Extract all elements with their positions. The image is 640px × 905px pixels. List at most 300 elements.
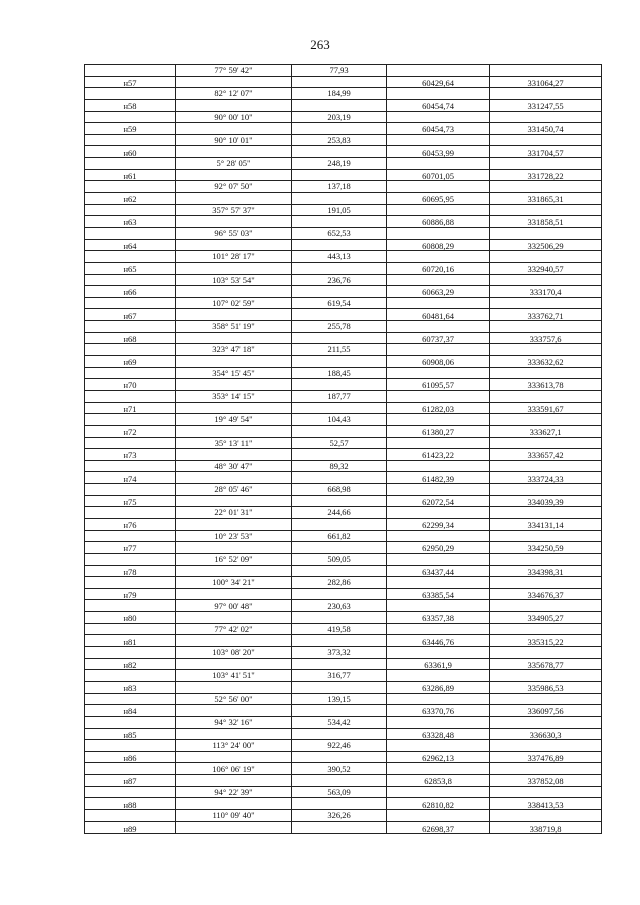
distance-cell: 316,77 bbox=[292, 670, 387, 682]
empty-cell bbox=[387, 344, 490, 356]
empty-cell bbox=[490, 577, 602, 589]
point-cell: н89 bbox=[85, 821, 176, 833]
distance-cell: 668,98 bbox=[292, 484, 387, 496]
point-cell: н62 bbox=[85, 193, 176, 205]
point-cell: н63 bbox=[85, 216, 176, 228]
distance-cell: 77,93 bbox=[292, 65, 387, 77]
empty-cell bbox=[387, 740, 490, 752]
table-row-segment bbox=[85, 600, 602, 612]
y-coordinate-cell: 332506,29 bbox=[490, 239, 602, 251]
distance-cell: 661,82 bbox=[292, 530, 387, 542]
empty-cell bbox=[387, 600, 490, 612]
angle-cell: 77° 42' 02" bbox=[176, 623, 292, 635]
empty-cell bbox=[292, 402, 387, 414]
empty-cell bbox=[292, 99, 387, 111]
empty-cell bbox=[490, 553, 602, 565]
y-coordinate-cell: 331858,51 bbox=[490, 216, 602, 228]
table-row-point bbox=[85, 76, 602, 88]
table-row-segment bbox=[85, 134, 602, 146]
empty-cell bbox=[387, 390, 490, 402]
x-coordinate-cell: 60908,06 bbox=[387, 356, 490, 368]
y-coordinate-cell: 337852,08 bbox=[490, 775, 602, 787]
empty-cell bbox=[292, 798, 387, 810]
table-row-point bbox=[85, 658, 602, 670]
angle-cell: 94° 22' 39" bbox=[176, 786, 292, 798]
distance-cell: 509,05 bbox=[292, 553, 387, 565]
coordinates-table-body bbox=[85, 65, 602, 834]
x-coordinate-cell: 63361,9 bbox=[387, 658, 490, 670]
x-coordinate-cell: 60429,64 bbox=[387, 76, 490, 88]
empty-cell bbox=[85, 274, 176, 286]
distance-cell: 52,57 bbox=[292, 437, 387, 449]
empty-cell bbox=[85, 740, 176, 752]
table-row-segment bbox=[85, 577, 602, 589]
x-coordinate-cell: 63446,76 bbox=[387, 635, 490, 647]
distance-cell: 137,18 bbox=[292, 181, 387, 193]
empty-cell bbox=[387, 670, 490, 682]
table-row-point bbox=[85, 705, 602, 717]
empty-cell bbox=[85, 553, 176, 565]
table-row-point bbox=[85, 542, 602, 554]
empty-cell bbox=[490, 414, 602, 426]
empty-cell bbox=[490, 786, 602, 798]
point-cell: н65 bbox=[85, 262, 176, 274]
empty-cell bbox=[490, 158, 602, 170]
empty-cell bbox=[292, 146, 387, 158]
empty-cell bbox=[490, 65, 602, 77]
angle-cell: 106° 06' 19" bbox=[176, 763, 292, 775]
empty-cell bbox=[387, 111, 490, 123]
distance-cell: 104,43 bbox=[292, 414, 387, 426]
angle-cell: 77° 59' 42" bbox=[176, 65, 292, 77]
table-row-point bbox=[85, 518, 602, 530]
empty-cell bbox=[490, 367, 602, 379]
empty-cell bbox=[292, 681, 387, 693]
angle-cell: 28° 05' 46" bbox=[176, 484, 292, 496]
table-row-segment bbox=[85, 227, 602, 239]
empty-cell bbox=[292, 123, 387, 135]
table-row-point bbox=[85, 169, 602, 181]
empty-cell bbox=[176, 216, 292, 228]
y-coordinate-cell: 335986,53 bbox=[490, 681, 602, 693]
table-row-segment bbox=[85, 321, 602, 333]
empty-cell bbox=[292, 658, 387, 670]
angle-cell: 5° 28' 05" bbox=[176, 158, 292, 170]
distance-cell: 255,78 bbox=[292, 321, 387, 333]
empty-cell bbox=[292, 379, 387, 391]
y-coordinate-cell: 334905,27 bbox=[490, 612, 602, 624]
point-cell: н88 bbox=[85, 798, 176, 810]
distance-cell: 244,66 bbox=[292, 507, 387, 519]
table-row-segment bbox=[85, 647, 602, 659]
x-coordinate-cell: 60663,29 bbox=[387, 286, 490, 298]
table-row-point bbox=[85, 472, 602, 484]
table-row-segment bbox=[85, 158, 602, 170]
y-coordinate-cell: 333613,78 bbox=[490, 379, 602, 391]
angle-cell: 90° 10' 01" bbox=[176, 134, 292, 146]
distance-cell: 563,09 bbox=[292, 786, 387, 798]
table-row-segment bbox=[85, 88, 602, 100]
y-coordinate-cell: 333762,71 bbox=[490, 309, 602, 321]
angle-cell: 52° 56' 00" bbox=[176, 693, 292, 705]
y-coordinate-cell: 331247,55 bbox=[490, 99, 602, 111]
y-coordinate-cell: 331865,31 bbox=[490, 193, 602, 205]
empty-cell bbox=[85, 786, 176, 798]
empty-cell bbox=[85, 623, 176, 635]
empty-cell bbox=[176, 146, 292, 158]
empty-cell bbox=[490, 344, 602, 356]
empty-cell bbox=[292, 775, 387, 787]
empty-cell bbox=[85, 134, 176, 146]
angle-cell: 358° 51' 19" bbox=[176, 321, 292, 333]
angle-cell: 353° 14' 15" bbox=[176, 390, 292, 402]
table-row-point bbox=[85, 309, 602, 321]
empty-cell bbox=[490, 670, 602, 682]
empty-cell bbox=[387, 251, 490, 263]
x-coordinate-cell: 60701,05 bbox=[387, 169, 490, 181]
empty-cell bbox=[387, 227, 490, 239]
table-row-point bbox=[85, 286, 602, 298]
x-coordinate-cell: 60737,37 bbox=[387, 332, 490, 344]
empty-cell bbox=[292, 821, 387, 833]
empty-cell bbox=[85, 321, 176, 333]
empty-cell bbox=[292, 472, 387, 484]
point-cell: н74 bbox=[85, 472, 176, 484]
distance-cell: 248,19 bbox=[292, 158, 387, 170]
empty-cell bbox=[176, 681, 292, 693]
point-cell: н77 bbox=[85, 542, 176, 554]
empty-cell bbox=[85, 88, 176, 100]
y-coordinate-cell: 331728,22 bbox=[490, 169, 602, 181]
empty-cell bbox=[176, 495, 292, 507]
table-row-segment bbox=[85, 65, 602, 77]
table-row-segment bbox=[85, 553, 602, 565]
table-row-segment bbox=[85, 460, 602, 472]
empty-cell bbox=[490, 740, 602, 752]
empty-cell bbox=[387, 274, 490, 286]
empty-cell bbox=[292, 216, 387, 228]
x-coordinate-cell: 62810,82 bbox=[387, 798, 490, 810]
empty-cell bbox=[85, 507, 176, 519]
x-coordinate-cell: 63370,76 bbox=[387, 705, 490, 717]
empty-cell bbox=[85, 65, 176, 77]
x-coordinate-cell: 63357,38 bbox=[387, 612, 490, 624]
y-coordinate-cell: 334398,31 bbox=[490, 565, 602, 577]
distance-cell: 373,32 bbox=[292, 647, 387, 659]
table-row-point bbox=[85, 612, 602, 624]
table-row-segment bbox=[85, 390, 602, 402]
empty-cell bbox=[85, 484, 176, 496]
empty-cell bbox=[387, 553, 490, 565]
empty-cell bbox=[85, 763, 176, 775]
empty-cell bbox=[176, 705, 292, 717]
empty-cell bbox=[490, 647, 602, 659]
angle-cell: 90° 00' 10" bbox=[176, 111, 292, 123]
empty-cell bbox=[387, 577, 490, 589]
empty-cell bbox=[85, 530, 176, 542]
y-coordinate-cell: 338719,8 bbox=[490, 821, 602, 833]
angle-cell: 100° 34' 21" bbox=[176, 577, 292, 589]
distance-cell: 89,32 bbox=[292, 460, 387, 472]
y-coordinate-cell: 332940,57 bbox=[490, 262, 602, 274]
table-row-segment bbox=[85, 740, 602, 752]
point-cell: н81 bbox=[85, 635, 176, 647]
empty-cell bbox=[85, 810, 176, 822]
empty-cell bbox=[490, 507, 602, 519]
empty-cell bbox=[85, 204, 176, 216]
table-row-point bbox=[85, 728, 602, 740]
empty-cell bbox=[490, 181, 602, 193]
empty-cell bbox=[490, 716, 602, 728]
empty-cell bbox=[292, 495, 387, 507]
empty-cell bbox=[85, 344, 176, 356]
x-coordinate-cell: 60454,74 bbox=[387, 99, 490, 111]
table-row-point bbox=[85, 449, 602, 461]
empty-cell bbox=[387, 810, 490, 822]
point-cell: н79 bbox=[85, 588, 176, 600]
table-row-segment bbox=[85, 181, 602, 193]
table-row-point bbox=[85, 262, 602, 274]
distance-cell: 188,45 bbox=[292, 367, 387, 379]
distance-cell: 326,26 bbox=[292, 810, 387, 822]
angle-cell: 19° 49' 54" bbox=[176, 414, 292, 426]
empty-cell bbox=[490, 88, 602, 100]
y-coordinate-cell: 334039,39 bbox=[490, 495, 602, 507]
distance-cell: 139,15 bbox=[292, 693, 387, 705]
empty-cell bbox=[292, 449, 387, 461]
angle-cell: 103° 53' 54" bbox=[176, 274, 292, 286]
point-cell: н58 bbox=[85, 99, 176, 111]
empty-cell bbox=[85, 390, 176, 402]
table-row-segment bbox=[85, 693, 602, 705]
empty-cell bbox=[292, 705, 387, 717]
distance-cell: 390,52 bbox=[292, 763, 387, 775]
empty-cell bbox=[176, 309, 292, 321]
empty-cell bbox=[176, 635, 292, 647]
empty-cell bbox=[176, 565, 292, 577]
empty-cell bbox=[292, 356, 387, 368]
x-coordinate-cell: 61482,39 bbox=[387, 472, 490, 484]
empty-cell bbox=[292, 262, 387, 274]
empty-cell bbox=[387, 763, 490, 775]
point-cell: н73 bbox=[85, 449, 176, 461]
empty-cell bbox=[176, 798, 292, 810]
x-coordinate-cell: 63385,54 bbox=[387, 588, 490, 600]
point-cell: н68 bbox=[85, 332, 176, 344]
empty-cell bbox=[176, 518, 292, 530]
empty-cell bbox=[292, 169, 387, 181]
table-row-segment bbox=[85, 484, 602, 496]
empty-cell bbox=[176, 402, 292, 414]
empty-cell bbox=[387, 88, 490, 100]
empty-cell bbox=[387, 484, 490, 496]
y-coordinate-cell: 335678,77 bbox=[490, 658, 602, 670]
empty-cell bbox=[85, 251, 176, 263]
empty-cell bbox=[387, 623, 490, 635]
x-coordinate-cell: 62299,34 bbox=[387, 518, 490, 530]
empty-cell bbox=[85, 181, 176, 193]
distance-cell: 187,77 bbox=[292, 390, 387, 402]
point-cell: н64 bbox=[85, 239, 176, 251]
empty-cell bbox=[387, 786, 490, 798]
empty-cell bbox=[292, 728, 387, 740]
point-cell: н67 bbox=[85, 309, 176, 321]
y-coordinate-cell: 331450,74 bbox=[490, 123, 602, 135]
empty-cell bbox=[176, 449, 292, 461]
distance-cell: 419,58 bbox=[292, 623, 387, 635]
x-coordinate-cell: 63437,44 bbox=[387, 565, 490, 577]
table-row-segment bbox=[85, 670, 602, 682]
empty-cell bbox=[176, 262, 292, 274]
table-row-point bbox=[85, 402, 602, 414]
distance-cell: 211,55 bbox=[292, 344, 387, 356]
point-cell: н66 bbox=[85, 286, 176, 298]
page-number: 263 bbox=[310, 37, 330, 52]
empty-cell bbox=[387, 716, 490, 728]
empty-cell bbox=[176, 612, 292, 624]
table-row-point bbox=[85, 356, 602, 368]
empty-cell bbox=[292, 518, 387, 530]
empty-cell bbox=[292, 565, 387, 577]
x-coordinate-cell: 61423,22 bbox=[387, 449, 490, 461]
empty-cell bbox=[176, 356, 292, 368]
empty-cell bbox=[292, 76, 387, 88]
point-cell: н87 bbox=[85, 775, 176, 787]
x-coordinate-cell: 63328,48 bbox=[387, 728, 490, 740]
empty-cell bbox=[85, 716, 176, 728]
table-row-segment bbox=[85, 204, 602, 216]
empty-cell bbox=[490, 134, 602, 146]
point-cell: н83 bbox=[85, 681, 176, 693]
empty-cell bbox=[490, 111, 602, 123]
table-row-point bbox=[85, 332, 602, 344]
angle-cell: 101° 28' 17" bbox=[176, 251, 292, 263]
y-coordinate-cell: 334250,59 bbox=[490, 542, 602, 554]
empty-cell bbox=[387, 367, 490, 379]
coordinates-table bbox=[84, 64, 602, 834]
table-row-segment bbox=[85, 367, 602, 379]
angle-cell: 16° 52' 09" bbox=[176, 553, 292, 565]
distance-cell: 184,99 bbox=[292, 88, 387, 100]
empty-cell bbox=[292, 542, 387, 554]
x-coordinate-cell: 60453,99 bbox=[387, 146, 490, 158]
empty-cell bbox=[176, 332, 292, 344]
distance-cell: 282,86 bbox=[292, 577, 387, 589]
point-cell: н84 bbox=[85, 705, 176, 717]
angle-cell: 103° 41' 51" bbox=[176, 670, 292, 682]
angle-cell: 97° 00' 48" bbox=[176, 600, 292, 612]
empty-cell bbox=[176, 123, 292, 135]
empty-cell bbox=[292, 309, 387, 321]
table-row-point bbox=[85, 775, 602, 787]
empty-cell bbox=[85, 670, 176, 682]
angle-cell: 22° 01' 31" bbox=[176, 507, 292, 519]
distance-cell: 443,13 bbox=[292, 251, 387, 263]
empty-cell bbox=[176, 99, 292, 111]
y-coordinate-cell: 336097,56 bbox=[490, 705, 602, 717]
angle-cell: 110° 09' 40" bbox=[176, 810, 292, 822]
empty-cell bbox=[85, 367, 176, 379]
x-coordinate-cell: 60695,95 bbox=[387, 193, 490, 205]
y-coordinate-cell: 335315,22 bbox=[490, 635, 602, 647]
empty-cell bbox=[176, 193, 292, 205]
x-coordinate-cell: 60886,88 bbox=[387, 216, 490, 228]
empty-cell bbox=[85, 693, 176, 705]
x-coordinate-cell: 62072,54 bbox=[387, 495, 490, 507]
empty-cell bbox=[490, 251, 602, 263]
point-cell: н60 bbox=[85, 146, 176, 158]
y-coordinate-cell: 333757,6 bbox=[490, 332, 602, 344]
x-coordinate-cell: 61282,03 bbox=[387, 402, 490, 414]
point-cell: н72 bbox=[85, 425, 176, 437]
empty-cell bbox=[387, 65, 490, 77]
table-row-point bbox=[85, 239, 602, 251]
point-cell: н59 bbox=[85, 123, 176, 135]
empty-cell bbox=[292, 239, 387, 251]
empty-cell bbox=[387, 181, 490, 193]
point-cell: н82 bbox=[85, 658, 176, 670]
empty-cell bbox=[490, 693, 602, 705]
table-row-point bbox=[85, 425, 602, 437]
angle-cell: 35° 13' 11" bbox=[176, 437, 292, 449]
table-row-point bbox=[85, 821, 602, 833]
empty-cell bbox=[292, 612, 387, 624]
x-coordinate-cell: 62853,8 bbox=[387, 775, 490, 787]
y-coordinate-cell: 331064,27 bbox=[490, 76, 602, 88]
empty-cell bbox=[176, 472, 292, 484]
empty-cell bbox=[176, 658, 292, 670]
empty-cell bbox=[387, 321, 490, 333]
empty-cell bbox=[490, 600, 602, 612]
table-row-segment bbox=[85, 810, 602, 822]
y-coordinate-cell: 333632,62 bbox=[490, 356, 602, 368]
point-cell: н75 bbox=[85, 495, 176, 507]
table-row-point bbox=[85, 681, 602, 693]
angle-cell: 113° 24' 00" bbox=[176, 740, 292, 752]
empty-cell bbox=[292, 751, 387, 763]
table-row-point bbox=[85, 751, 602, 763]
x-coordinate-cell: 62950,29 bbox=[387, 542, 490, 554]
y-coordinate-cell: 334676,37 bbox=[490, 588, 602, 600]
angle-cell: 82° 12' 07" bbox=[176, 88, 292, 100]
empty-cell bbox=[490, 437, 602, 449]
x-coordinate-cell: 62962,13 bbox=[387, 751, 490, 763]
x-coordinate-cell: 60720,16 bbox=[387, 262, 490, 274]
x-coordinate-cell: 63286,89 bbox=[387, 681, 490, 693]
empty-cell bbox=[176, 425, 292, 437]
point-cell: н80 bbox=[85, 612, 176, 624]
empty-cell bbox=[176, 751, 292, 763]
empty-cell bbox=[387, 647, 490, 659]
table-row-point bbox=[85, 588, 602, 600]
y-coordinate-cell: 333627,1 bbox=[490, 425, 602, 437]
empty-cell bbox=[292, 425, 387, 437]
y-coordinate-cell: 338413,53 bbox=[490, 798, 602, 810]
point-cell: н61 bbox=[85, 169, 176, 181]
empty-cell bbox=[176, 169, 292, 181]
table-row-point bbox=[85, 798, 602, 810]
empty-cell bbox=[490, 460, 602, 472]
table-row-point bbox=[85, 379, 602, 391]
y-coordinate-cell: 333591,67 bbox=[490, 402, 602, 414]
table-row-point bbox=[85, 216, 602, 228]
table-row-segment bbox=[85, 716, 602, 728]
distance-cell: 236,76 bbox=[292, 274, 387, 286]
empty-cell bbox=[292, 635, 387, 647]
point-cell: н57 bbox=[85, 76, 176, 88]
empty-cell bbox=[387, 158, 490, 170]
point-cell: н71 bbox=[85, 402, 176, 414]
